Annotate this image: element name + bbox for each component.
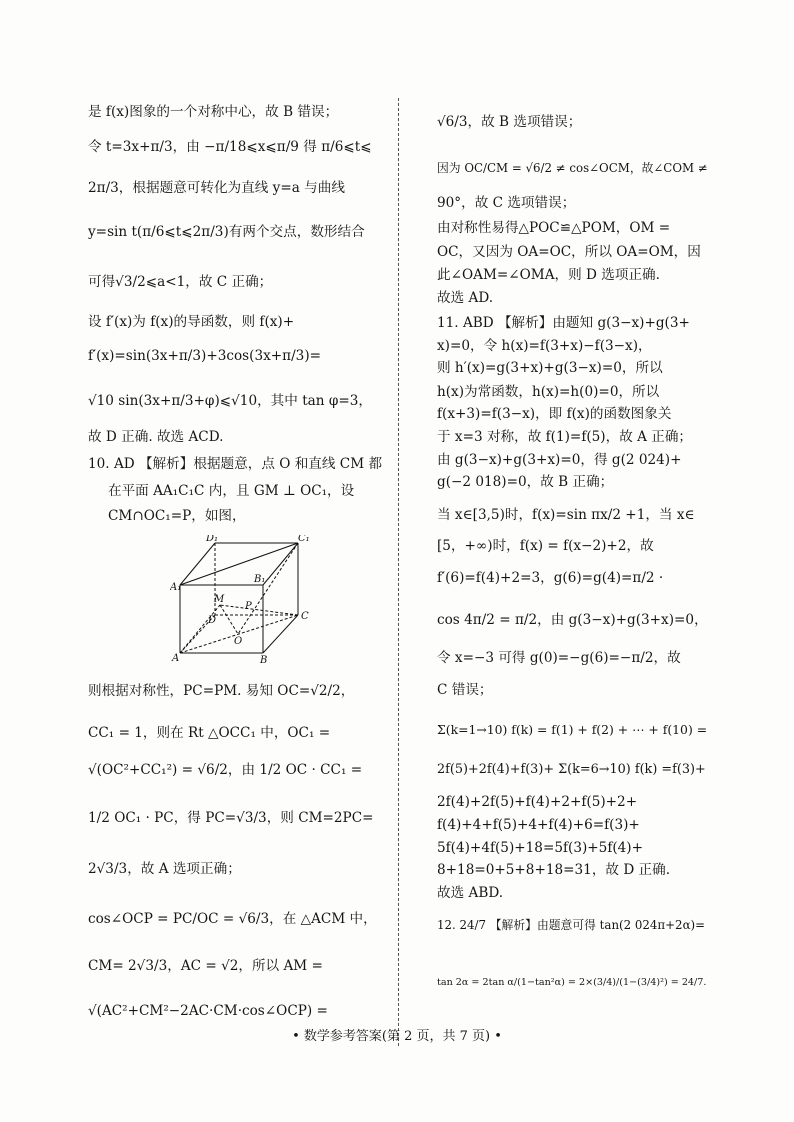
right-text-line: 因为 OC/CM = √6/2 ≠ cos∠OCM，故∠COM ≠	[437, 161, 708, 175]
page-footer: • 数学参考答案(第 2 页，共 7 页) •	[292, 1029, 502, 1044]
right-text-line: 由对称性易得△POC≌△POM，OM =	[437, 220, 671, 236]
label-C1: C₁	[298, 535, 310, 544]
right-text-line: 于 x=3 对称，故 f(1)=f(5)，故 A 正确；	[437, 429, 693, 445]
cube-figure	[170, 535, 320, 665]
right-text-line: f(4)+4+f(5)+4+f(4)+6=f(3)+	[437, 817, 640, 833]
left-text-line: 令 t=3x+π/3，由 −π/18⩽x⩽π/9 得 π/6⩽t⩽	[88, 139, 372, 155]
right-text-line: 故选 AD.	[437, 290, 494, 306]
right-text-line: 此∠OAM=∠OMA，则 D 选项正确.	[437, 267, 660, 283]
right-text-line: 8+18=0+5+8+18=31，故 D 正确.	[437, 862, 671, 878]
left-text-line: 是 f(x)图象的一个对称中心，故 B 错误；	[88, 104, 339, 120]
right-text-line: g(−2 018)=0，故 B 正确；	[437, 474, 614, 490]
right-text-line: 2f(4)+2f(5)+f(4)+2+f(5)+2+	[437, 794, 638, 810]
right-text-line: 12. 24/7 【解析】由题意可得 tan(2 024π+2α)=	[437, 918, 706, 932]
label-O: O	[234, 636, 243, 647]
right-text-line: 2f(5)+2f(4)+f(3)+ Σ(k=6→10) f(k) =f(3)+	[437, 762, 706, 777]
label-B: B	[260, 655, 268, 665]
left-text-line: f′(x)=sin(3x+π/3)+3cos(3x+π/3)=	[88, 348, 322, 364]
right-text-line: Σ(k=1→10) f(k) = f(1) + f(2) + ⋯ + f(10) =	[437, 722, 708, 737]
left-text-line: √(OC²+CC₁²) = √6/2，由 1/2 OC · CC₁ =	[88, 762, 363, 778]
column-divider	[398, 98, 399, 1046]
left-text-line: √10 sin(3x+π/3+φ)⩽√10，其中 tan φ=3，	[88, 393, 372, 409]
left-text-line: 2π/3，根据题意可转化为直线 y=a 与曲线	[88, 180, 345, 196]
right-text-line: 11. ABD 【解析】由题知 g(3−x)+g(3+	[437, 315, 690, 331]
right-text-line: f′(6)=f(4)+2=3，g(6)=g(4)=π/2 ·	[437, 570, 664, 586]
right-text-line: OC，又因为 OA=OC，所以 OA=OM，因	[437, 244, 701, 260]
left-text-line: 故 D 正确. 故选 ACD.	[88, 429, 224, 445]
left-text-line: CC₁ = 1，则在 Rt △OCC₁ 中，OC₁ =	[88, 725, 331, 741]
left-text-line: 2√3/3，故 A 选项正确；	[88, 861, 241, 877]
left-text-line: √(AC²+CM²−2AC·CM·cos∠OCP) =	[88, 1003, 328, 1019]
left-text-line: 1/2 OC₁ · PC，得 PC=√3/3，则 CM=2PC=	[88, 810, 374, 826]
left-text-line: 在平面 AA₁C₁C 内，且 GM ⊥ OC₁，设	[108, 483, 355, 499]
right-text-line: 则 h′(x)=g(3+x)+g(3−x)=0，所以	[437, 360, 663, 376]
label-C: C	[301, 611, 309, 622]
left-text-line: CM= 2√3/3，AC = √2，所以 AM =	[88, 958, 323, 974]
right-text-line: √6/3，故 B 选项错误；	[437, 114, 582, 130]
right-text-line: cos 4π/2 = π/2，由 g(3−x)+g(3+x)=0，	[437, 612, 708, 628]
right-text-line: 90°，故 C 选项错误；	[437, 195, 576, 211]
right-text-line: 5f(4)+4f(5)+18=5f(3)+5f(4)+	[437, 840, 643, 856]
label-P: P	[245, 601, 252, 612]
left-text-line: cos∠OCP = PC/OC = √6/3，在 △ACM 中，	[88, 911, 377, 927]
right-text-line: 令 x=−3 可得 g(0)=−g(6)=−π/2，故	[437, 650, 681, 666]
label-D1: D₁	[206, 535, 219, 544]
label-D: D	[208, 615, 217, 626]
right-text-line: 当 x∈[3,5)时，f(x)=sin πx/2 +1，当 x∈	[437, 507, 695, 523]
right-text-line: C 错误；	[437, 682, 493, 698]
right-text-line: [5，+∞)时，f(x) = f(x−2)+2，故	[437, 538, 654, 554]
left-text-line: 则根据对称性，PC=PM. 易知 OC=√2/2，	[88, 683, 355, 699]
left-text-line: CM∩OC₁=P，如图，	[108, 508, 246, 524]
right-text-line: 故选 ABD.	[437, 885, 504, 901]
label-A: A	[172, 653, 180, 664]
label-M: M	[214, 594, 225, 605]
right-text-line: h(x)为常函数，h(x)=h(0)=0，所以	[437, 384, 660, 400]
left-text-line: 可得√3/2⩽a<1，故 C 正确；	[88, 274, 273, 290]
right-text-line: x)=0，令 h(x)=f(3+x)−f(3−x)，	[437, 338, 652, 354]
right-text-line: 由 g(3−x)+g(3+x)=0，得 g(2 024)+	[437, 452, 682, 468]
label-B1: B₁	[254, 574, 266, 585]
right-text-line: f(x+3)=f(3−x)，即 f(x)的函数图象关	[437, 406, 672, 422]
left-text-line: 设 f′(x)为 f(x)的导函数，则 f(x)+	[88, 314, 295, 330]
left-text-line: y=sin t(π/6⩽t⩽2π/3)有两个交点，数形结合	[88, 224, 365, 240]
left-text-line: 10. AD 【解析】根据题意，点 O 和直线 CM 都	[88, 456, 383, 472]
right-text-line: tan 2α = 2tan α/(1−tan²α) = 2×(3/4)/(1−(3/4)²) = 24/7.	[437, 977, 707, 988]
label-A1: A₁	[170, 582, 182, 593]
